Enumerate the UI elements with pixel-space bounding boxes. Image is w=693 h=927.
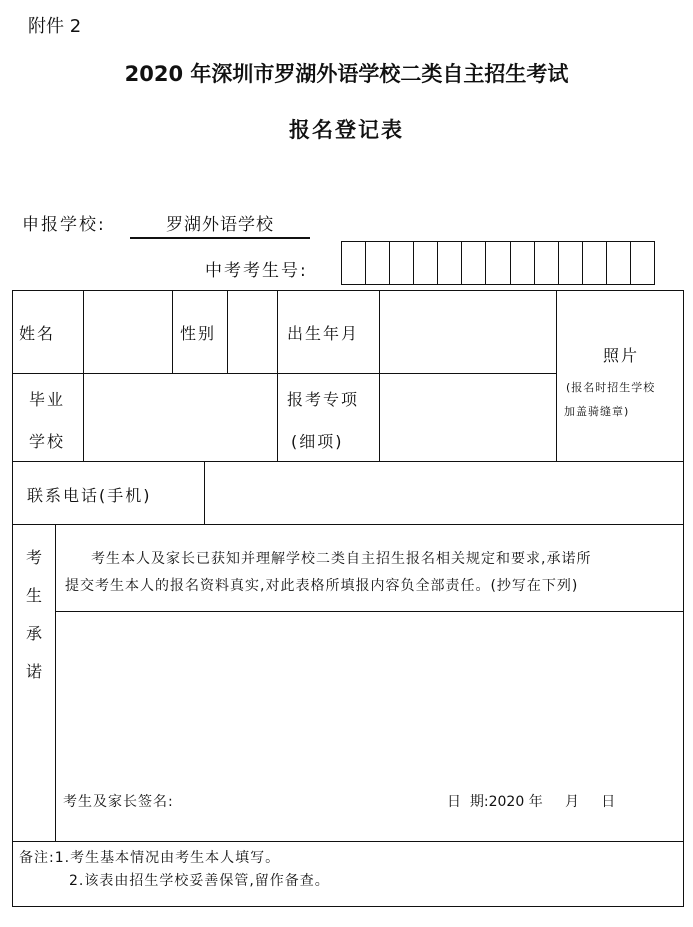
pledge-side-char: 承 <box>25 624 44 643</box>
exam-number-digit-box[interactable] <box>631 242 654 284</box>
name-field[interactable] <box>84 291 172 373</box>
date-label: 日 期:2020 年 月 日 <box>447 794 616 810</box>
pledge-side-char: 诺 <box>25 662 44 681</box>
exam-number-digit-box[interactable] <box>559 242 583 284</box>
col-divider-4 <box>277 291 278 461</box>
exam-number-digit-box[interactable] <box>486 242 510 284</box>
grad-school-field[interactable] <box>84 374 277 461</box>
row-divider-3 <box>13 524 684 525</box>
gender-label: 性别 <box>180 324 217 343</box>
exam-number-digit-box[interactable] <box>366 242 390 284</box>
pledge-side-label <box>23 539 47 691</box>
exam-number-digit-box[interactable] <box>462 242 486 284</box>
photo-label: 照片 <box>603 346 640 365</box>
attachment-label: 附件 2 <box>28 16 82 37</box>
school-field[interactable]: 罗湖外语学校 <box>130 210 310 239</box>
note-line-1: 备注:1.考生基本情况由考生本人填写。 <box>19 850 281 866</box>
major-label-2: (细项) <box>291 432 344 451</box>
form-subtitle: 报名登记表 <box>289 118 404 142</box>
grad-school-label-2: 学校 <box>29 432 66 451</box>
signature-label: 考生及家长签名: <box>63 794 174 810</box>
pledge-side-char: 考 <box>25 548 44 567</box>
exam-number-digit-box[interactable] <box>438 242 462 284</box>
pledge-side-char: 生 <box>25 586 44 605</box>
exam-number-digit-box[interactable] <box>535 242 559 284</box>
notes-divider <box>13 841 684 842</box>
photo-note-1: (报名时招生学校 <box>566 381 656 394</box>
birth-label: 出生年月 <box>287 324 360 343</box>
exam-number-digit-box[interactable] <box>342 242 366 284</box>
col-divider-2 <box>172 291 173 373</box>
major-field[interactable] <box>380 374 556 461</box>
school-label: 申报学校: <box>22 215 106 235</box>
gender-field[interactable] <box>228 291 277 373</box>
photo-area[interactable] <box>557 291 684 461</box>
exam-number-digit-box[interactable] <box>607 242 631 284</box>
registration-table <box>12 290 684 907</box>
phone-field[interactable] <box>205 462 684 524</box>
exam-number-digit-box[interactable] <box>511 242 535 284</box>
pledge-text-line-2: 提交考生本人的报名资料真实,对此表格所填报内容负全部责任。(抄写在下列) <box>65 578 579 594</box>
exam-number-digit-box[interactable] <box>583 242 607 284</box>
pledge-text-line-1: 考生本人及家长已获知并理解学校二类自主招生报名相关规定和要求,承诺所 <box>91 551 592 567</box>
major-label-1: 报考专项 <box>287 390 360 409</box>
exam-number-label: 中考考生号: <box>205 261 308 281</box>
grad-school-label-1: 毕业 <box>29 390 66 409</box>
name-label: 姓名 <box>19 324 56 343</box>
exam-number-digit-box[interactable] <box>414 242 438 284</box>
exam-number-digit-box[interactable] <box>390 242 414 284</box>
note-line-2: 2.该表由招生学校妥善保管,留作备查。 <box>69 873 330 889</box>
photo-note-2: 加盖骑缝章) <box>564 405 630 418</box>
form-title: 2020 年深圳市罗湖外语学校二类自主招生考试 <box>124 62 569 86</box>
phone-label: 联系电话(手机) <box>27 486 152 505</box>
exam-number-boxes[interactable] <box>341 241 655 285</box>
birth-field[interactable] <box>380 291 556 373</box>
